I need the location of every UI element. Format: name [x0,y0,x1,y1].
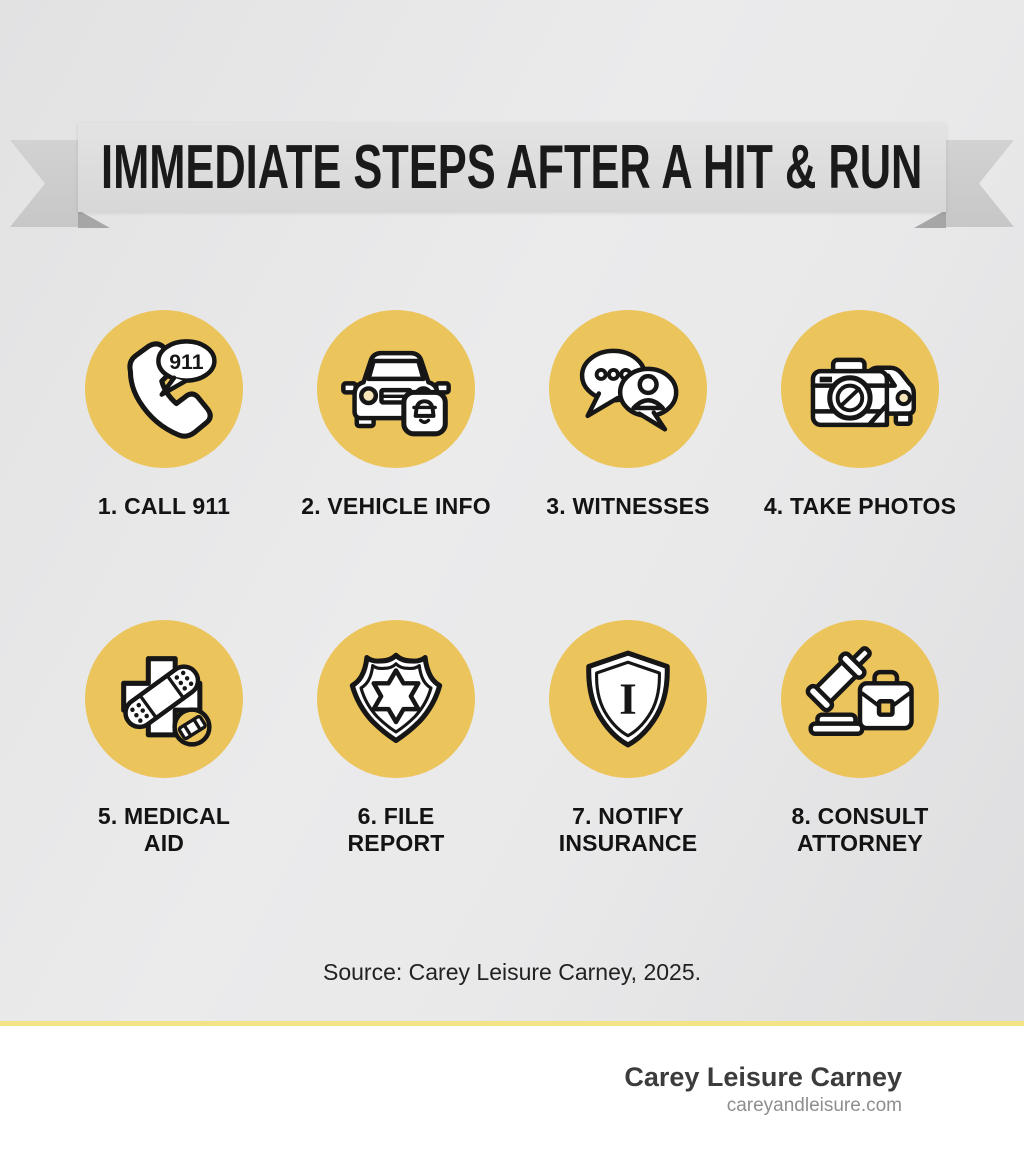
step-circle [781,620,939,778]
step-circle [85,310,243,468]
police-badge-icon [340,643,452,755]
camera-car-icon [804,333,916,445]
step-label: 7. NOTIFY INSURANCE [558,803,698,857]
footer-website: careyandleisure.com [726,1095,902,1117]
step-label: 5. MEDICAL AID [97,803,231,857]
step-call-911 [48,310,280,620]
step-notify-insurance [512,620,744,930]
step-circle [317,620,475,778]
ribbon-fold-right [914,210,946,228]
footer-brand [624,1062,902,1117]
title-banner [78,123,946,212]
witnesses-speech-icon [572,333,684,445]
ribbon-fold-left [78,210,110,228]
phone-911-icon [108,333,220,445]
car-info-icon [340,333,452,445]
step-vehicle-info [280,310,512,620]
medical-cross-bandage-icon [108,643,220,755]
step-label: 1. CALL 911 [97,493,231,519]
step-take-photos [744,310,976,620]
gavel-briefcase-icon [804,643,916,755]
step-consult-attorney [744,620,976,930]
step-medical-aid [48,620,280,930]
icon-911-text: 911 [169,349,204,374]
source-text: Source: Carey Leisure Carney, 2025. [323,959,701,985]
ribbon-tail-right [944,140,1014,227]
step-witnesses [512,310,744,620]
footer [0,1026,1024,1154]
step-circle [317,310,475,468]
insurance-shield-icon [572,643,684,755]
step-circle [781,310,939,468]
page-title: IMMEDIATE STEPS AFTER A HIT & RUN [101,133,923,202]
ribbon-tail-left [10,140,80,227]
icon-insurance-letter: I [619,673,637,724]
footer-company-name: Carey Leisure Carney [624,1062,902,1092]
steps-grid [48,310,976,930]
step-circle [85,620,243,778]
step-label: 6. FILE REPORT [347,803,445,857]
step-circle [549,620,707,778]
step-label: 2. VEHICLE INFO [301,493,491,519]
step-circle [549,310,707,468]
step-label: 8. CONSULT ATTORNEY [791,803,929,857]
step-label: 4. TAKE PHOTOS [763,493,957,519]
step-file-report [280,620,512,930]
step-label: 3. WITNESSES [546,493,710,519]
